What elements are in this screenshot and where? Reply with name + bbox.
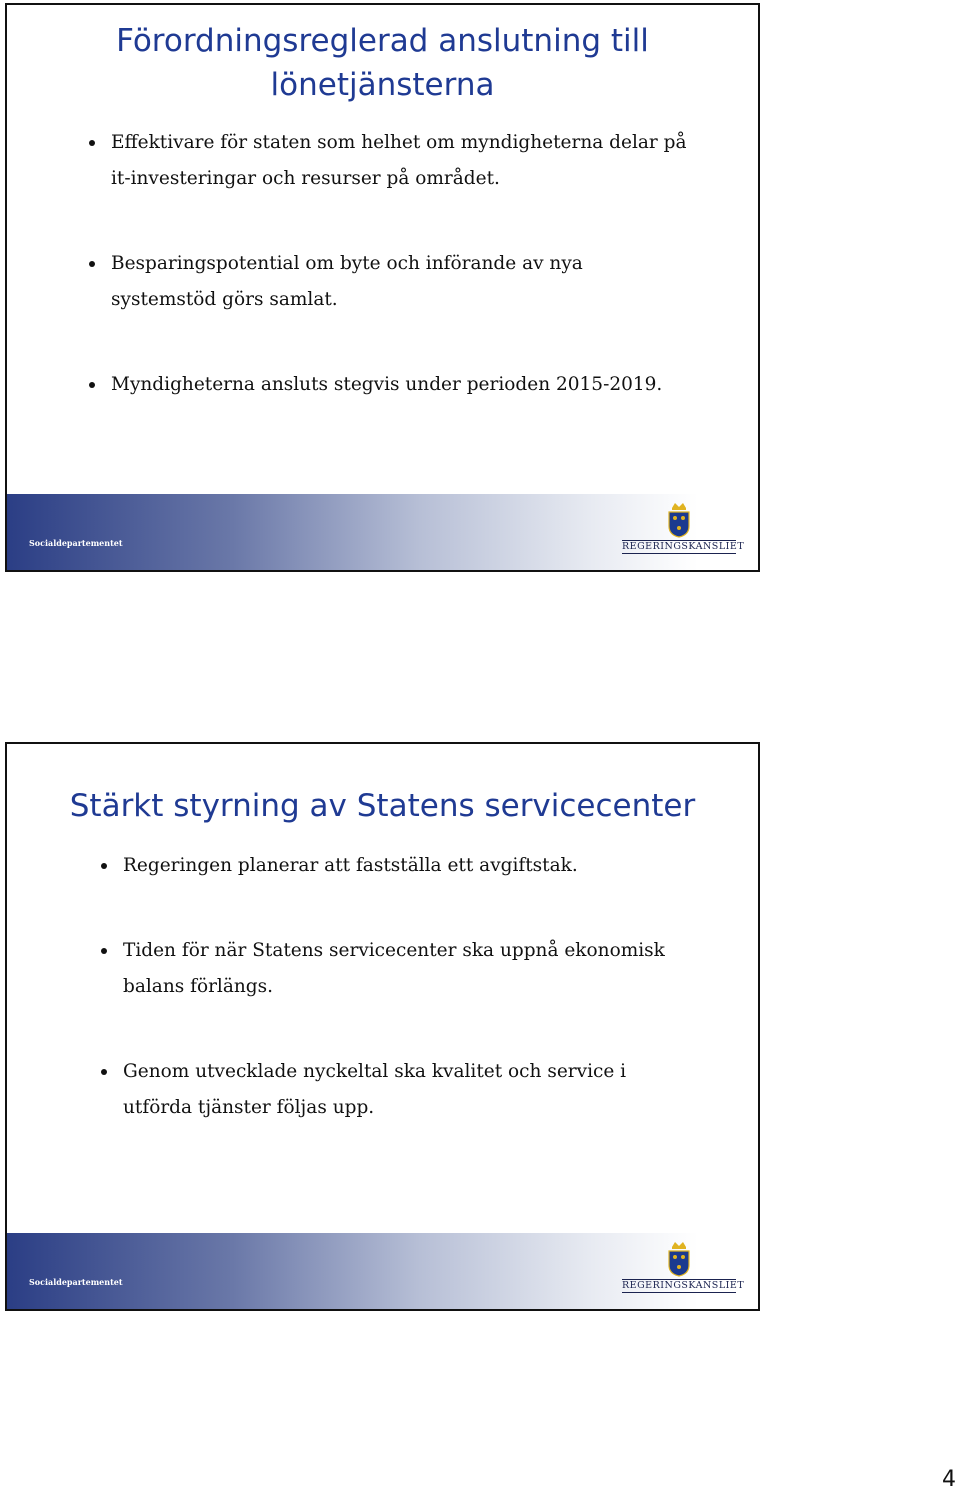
bullet-item: Regeringen planerar att fastställa ett avgiftstak. bbox=[101, 848, 701, 884]
bullet-item: Besparingspotential om byte och införande av nya systemstöd görs samlat. bbox=[89, 246, 689, 318]
slide-title: Förordningsreglerad anslutning till lönetjänsterna bbox=[116, 23, 649, 103]
slide-1 bbox=[5, 3, 760, 572]
bullet-item: Tiden för när Statens servicecenter ska uppnå ekonomisk balans förlängs. bbox=[101, 933, 701, 1005]
regeringskansliet-logo bbox=[622, 1239, 745, 1293]
crown-shield-icon bbox=[666, 500, 692, 538]
logo-wordmark: REGERINGSKANSLIET bbox=[622, 1280, 745, 1291]
bullet-item: Myndigheterna ansluts stegvis under perioden 2015-2019. bbox=[89, 367, 689, 403]
slide-footer bbox=[7, 494, 758, 570]
crown-shield-icon bbox=[666, 1239, 692, 1277]
bullet-item: Effektivare för staten som helhet om myndigheterna delar på it-investeringar och resurser på området. bbox=[89, 125, 689, 197]
page-number: 4 bbox=[942, 1467, 956, 1492]
bullet-item: Genom utvecklade nyckeltal ska kvalitet och service i utförda tjänster följas upp. bbox=[101, 1054, 701, 1126]
slide-2 bbox=[5, 742, 760, 1311]
logo-wordmark: REGERINGSKANSLIET bbox=[622, 541, 745, 552]
bullet-list bbox=[101, 848, 701, 1175]
department-label: Socialdepartementet bbox=[29, 1277, 123, 1287]
bullet-list bbox=[89, 125, 689, 452]
slide-footer bbox=[7, 1233, 758, 1309]
slide-title: Stärkt styrning av Statens servicecenter bbox=[69, 788, 696, 824]
regeringskansliet-logo bbox=[622, 500, 745, 554]
department-label: Socialdepartementet bbox=[29, 538, 123, 548]
